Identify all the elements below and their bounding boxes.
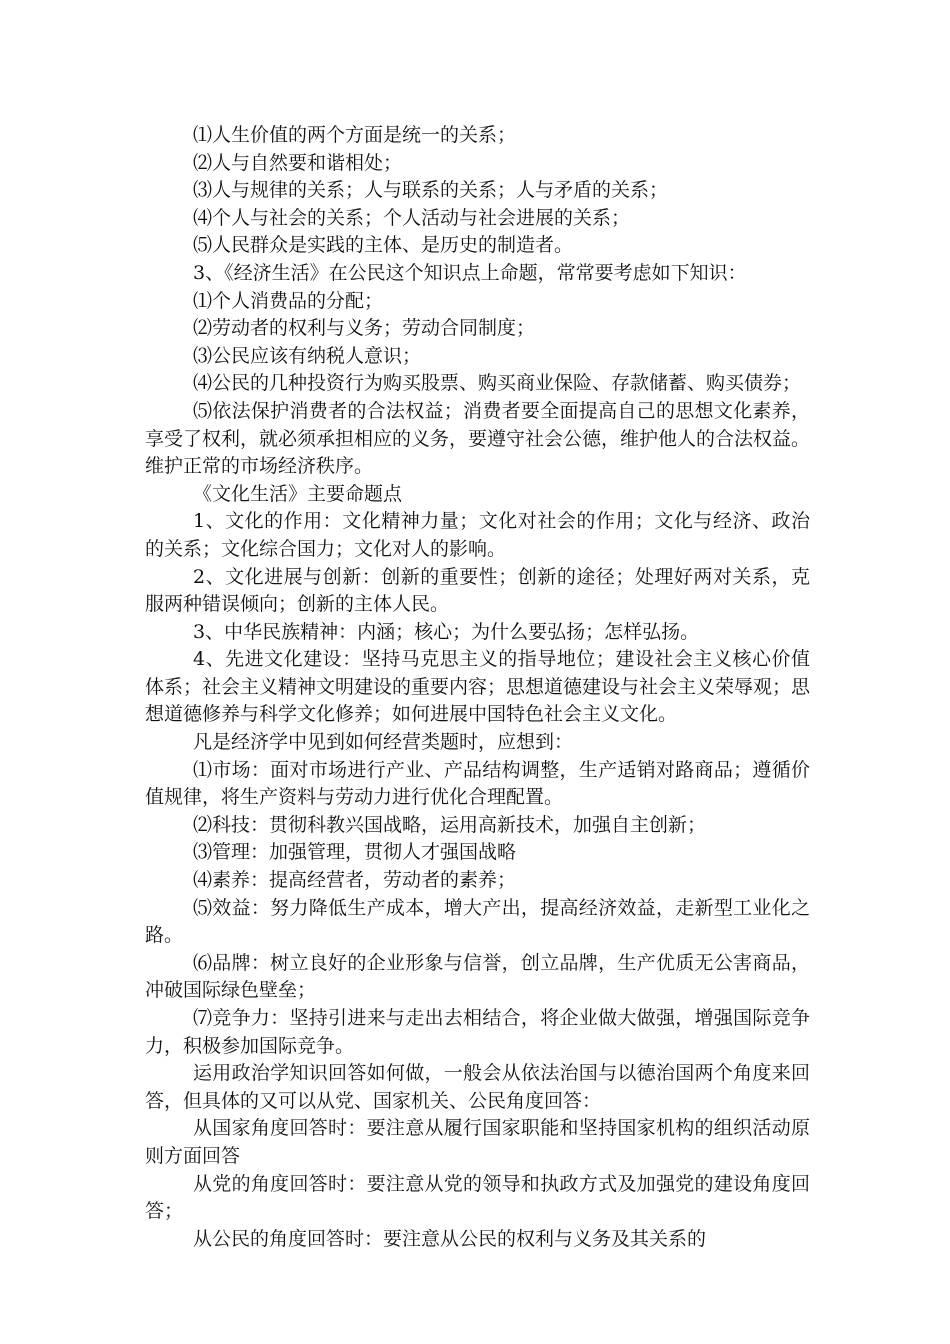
paragraph: ⑸效益：努力降低生产成本，增大产出，提高经济效益，走新型工业化之路。 — [145, 896, 810, 947]
paragraph: ⑴个人消费品的分配； — [193, 289, 384, 312]
paragraph: 运用政治学知识回答如何做，一般会从依法治国与以德治国两个角度来回答，但具体的又可以从党、国家机关、公民角度回答： — [145, 1062, 810, 1112]
paragraph: ⑶人与规律的关系；人与联系的关系；人与矛盾的关系； — [193, 179, 669, 202]
paragraph: ⑵劳动者的权利与义务；劳动合同制度； — [193, 317, 536, 340]
paragraph: ⑺竞争力：坚持引进来与走出去相结合，将企业做大做强，增强国际竞争力，积极参加国际竞争。 — [145, 1007, 810, 1057]
paragraph: ⑹品牌：树立良好的企业形象与信誉，创立品牌，生产优质无公害商品，冲破国际绿色壁垒； — [145, 951, 810, 1002]
section-heading: 《文化生活》主要命题点 — [193, 482, 403, 505]
paragraph: ⑷素养：提高经营者，劳动者的素养； — [193, 869, 517, 892]
paragraph: ⑸依法保护消费者的合法权益；消费者要全面提高自己的思想文化素养，享受了权利，就必须承担相应的义务，要遵守社会公德，维护他人的合法权益。维护正常的市场经济秩序。 — [145, 399, 811, 478]
paragraph: 从党的角度回答时：要注意从党的领导和执政方式及加强党的建设角度回答； — [145, 1172, 810, 1223]
paragraph: 从国家角度回答时：要注意从履行国家职能和坚持国家机构的组织活动原则方面回答 — [145, 1117, 810, 1167]
paragraph: ⑵人与自然要和谐相处； — [193, 151, 403, 174]
paragraph: 3、《经济生活》在公民这个知识点上命题，常常要考虑如下知识： — [193, 261, 747, 284]
paragraph: ⑶管理：加强管理，贯彻人才强国战略 — [193, 841, 517, 864]
paragraph: 4、先进文化建设：坚持马克思主义的指导地位；建设社会主义核心价值体系；社会主义精神文明建设的重要内容；思想道德建设与社会主义荣辱观；思想道德修养与科学文化修养；如何进展中国特色社会主义文化。 — [145, 648, 811, 726]
paragraph: ⑷个人与社会的关系；个人活动与社会进展的关系； — [193, 206, 631, 229]
paragraph: 1、文化的作用：文化精神力量；文化对社会的作用；文化与经济、政治的关系；文化综合国力；文化对人的影响。 — [145, 510, 810, 560]
paragraph: ⑵科技：贯彻科教兴国战略，运用高新技术，加强自主创新； — [193, 813, 707, 836]
paragraph: ⑷公民的几种投资行为购买股票、购买商业保险、存款储蓄、购买债券； — [193, 372, 802, 395]
paragraph: 2、文化进展与创新：创新的重要性；创新的途径；处理好两对关系，克服两种错误倾向；创新的主体人民。 — [145, 565, 810, 616]
paragraph: ⑴人生价值的两个方面是统一的关系； — [193, 124, 517, 146]
document-body — [145, 122, 810, 1253]
paragraph: 3、中华民族精神：内涵；核心；为什么要弘扬；怎样弘扬。 — [193, 620, 700, 643]
paragraph: 从公民的角度回答时：要注意从公民的权利与义务及其关系的 — [193, 1227, 707, 1250]
paragraph: ⑶公民应该有纳税人意识； — [193, 344, 422, 367]
paragraph: 凡是经济学中见到如何经营类题时，应想到： — [193, 731, 574, 754]
paragraph: ⑸人民群众是实践的主体、是历史的制造者。 — [193, 234, 574, 257]
paragraph: ⑴市场：面对市场进行产业、产品结构调整，生产适销对路商品；遵循价值规律，将生产资料与劳动力进行优化合理配置。 — [145, 758, 810, 809]
